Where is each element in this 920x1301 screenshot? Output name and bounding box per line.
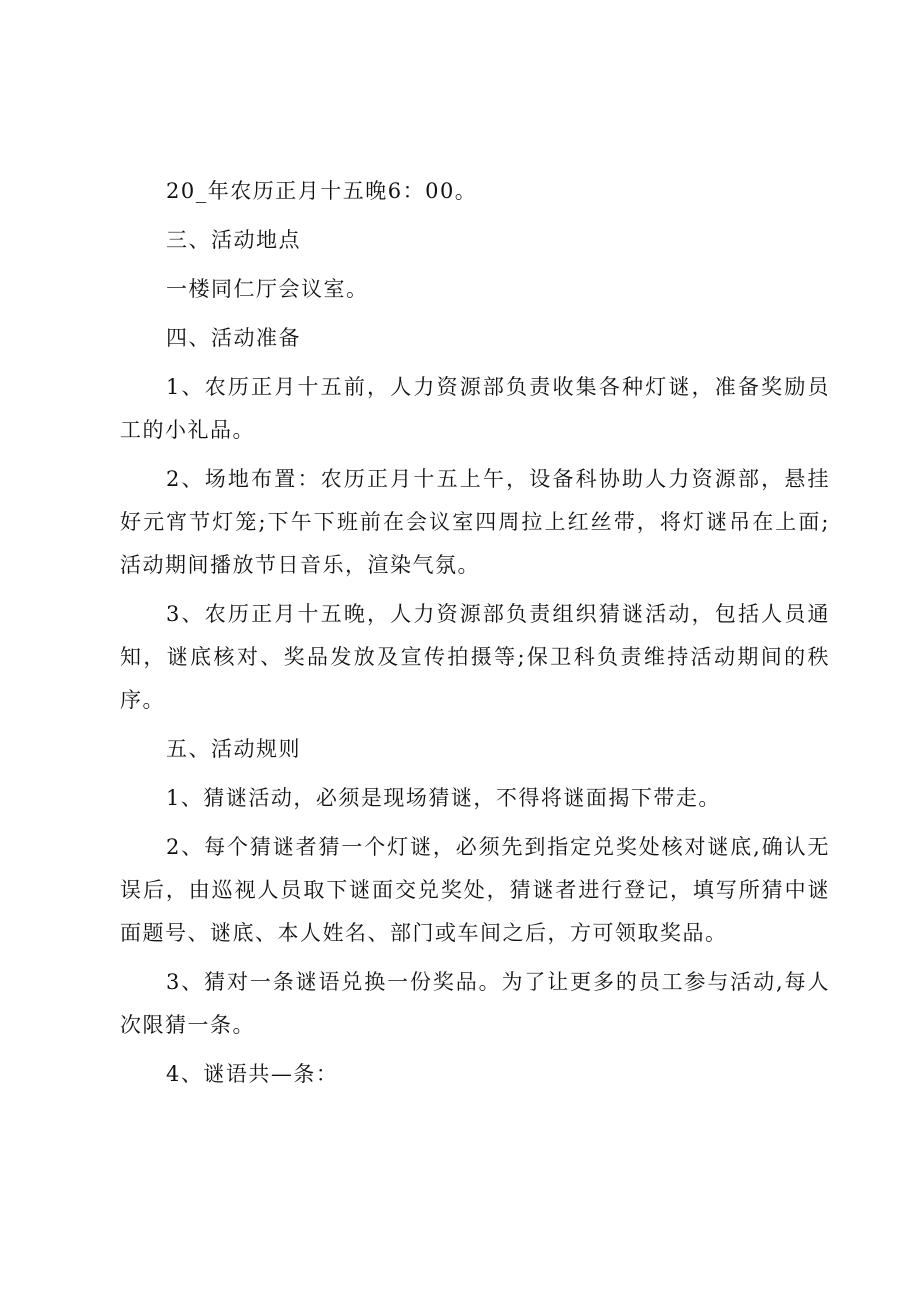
rule-item-2: 2、每个猜谜者猜一个灯谜，必须先到指定兑奖处核对谜底,确认无误后，由巡视人员取下谜面交兑奖处，猜谜者进行登记，填写所猜中谜面题号、谜底、本人姓名、部门或车间之后，方可领取奖品。 (120, 835, 830, 945)
paragraph-location: 一楼同仁厅会议室。 (166, 277, 369, 301)
document-body (120, 170, 830, 1116)
preparation-item-1: 1、农历正月十五前，人力资源部负责收集各种灯谜，准备奖励员工的小礼品。 (120, 375, 830, 442)
section-heading-rules: 五、活动规则 (166, 737, 301, 761)
rule-item-1: 1、猜谜活动，必须是现场猜谜，不得将谜面揭下带走。 (166, 786, 721, 810)
section-heading-location: 三、活动地点 (166, 228, 301, 252)
section-heading-preparation: 四、活动准备 (166, 326, 301, 350)
page-bottom-space (120, 1096, 830, 1116)
rule-item-4: 4、谜语共—条： (166, 1062, 339, 1086)
rule-item-3: 3、猜对一条谜语兑换一份奖品。为了让更多的员工参与活动,每人次限猜一条。 (120, 970, 830, 1037)
paragraph-time: 20_年农历正月十五晚6：00。 (166, 179, 478, 203)
preparation-item-2: 2、场地布置：农历正月十五上午，设备科协助人力资源部，悬挂好元宵节灯笼;下午下班前在会议室四周拉上红丝带，将灯谜吊在上面;活动期间播放节日音乐，渲染气氛。 (120, 467, 830, 577)
preparation-item-3: 3、农历正月十五晚，人力资源部负责组织猜谜活动，包括人员通知，谜底核对、奖品发放及宣传拍摄等;保卫科负责维持活动期间的秩序。 (120, 602, 830, 712)
